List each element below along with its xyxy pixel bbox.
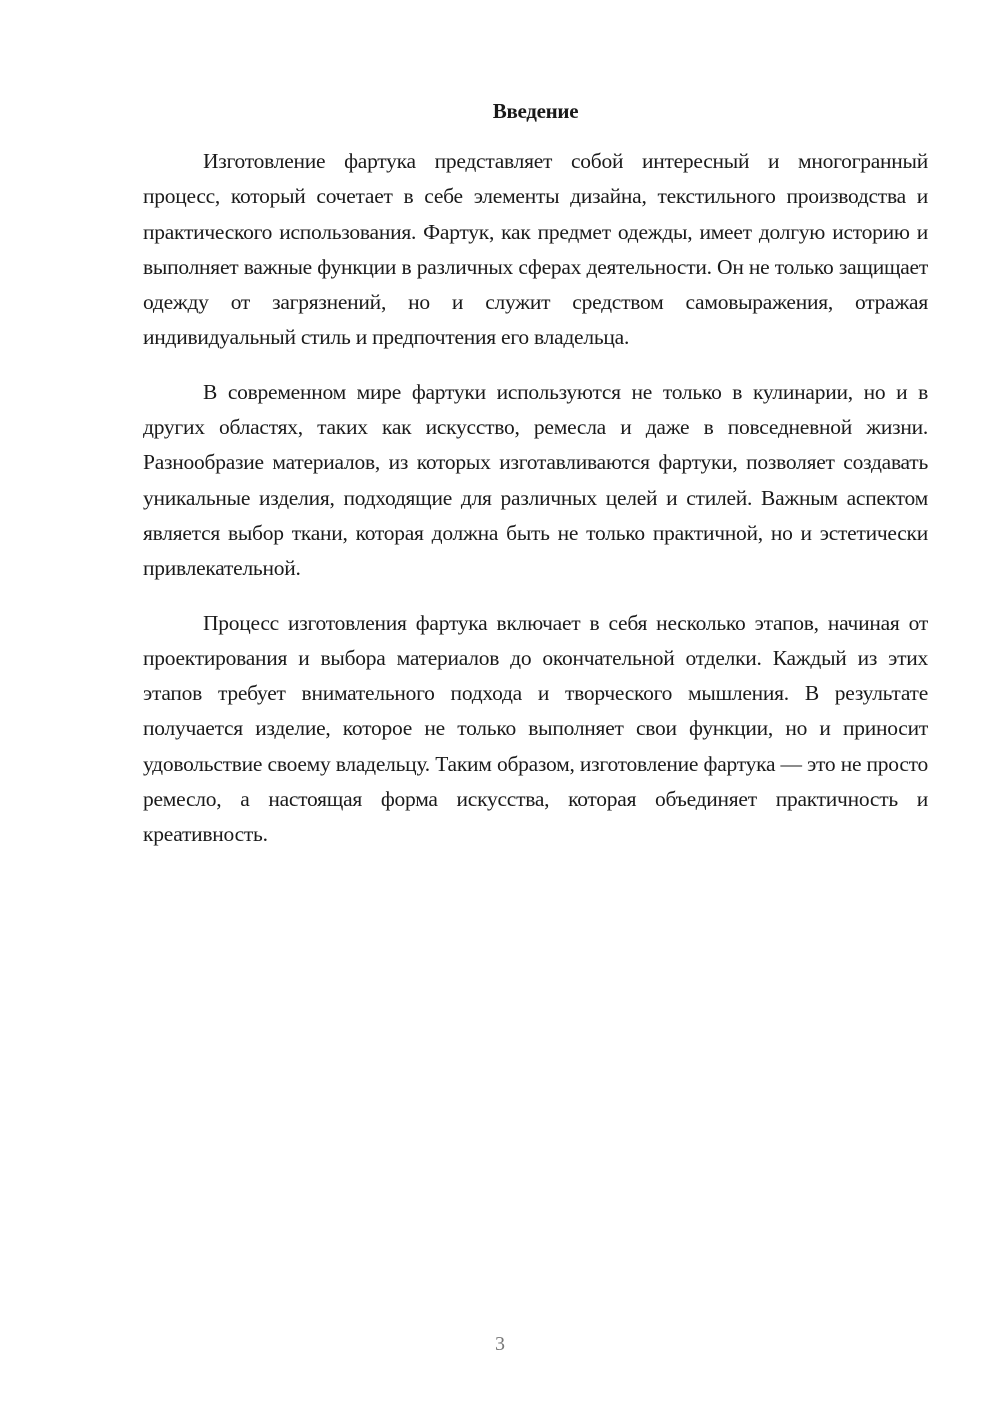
paragraph-1: Изготовление фартука представляет собой интересный и многогранный процесс, который сочетает в себе элементы дизайна, текстильного производства и практического использования. Фартук, как предмет одежды, имеет долгую историю и выполняет важные функции в различных сферах деятельности. Он не только защищает одежду от загрязнений, но и служит средством самовыражения, отражая индивидуальный стиль и предпочтения его владельца. [143,149,928,350]
page-number: 3 [495,1333,505,1355]
document-page [143,96,928,872]
paragraph-2: В современном мире фартуки используются не только в кулинарии, но и в других областях, таких как искусство, ремесла и даже в повседневной жизни. Разнообразие материалов, из которых изготавливаются фартуки, позволяет создавать уникальные изделия, подходящие для различных целей и стилей. Важным аспектом является выбор ткани, которая должна быть не только практичной, но и эстетически привлекательной. [143,379,928,581]
section-title: Введение [492,99,579,123]
paragraph-3: Процесс изготовления фартука включает в себя несколько этапов, начиная от проектирования и выбора материалов до окончательной отделки. Каждый из этих этапов требует внимательного подхода и творческого мышления. В результате получается изделие, которое не только выполняет свои функции, но и приносит удовольствие своему владельцу. Таким образом, изготовление фартука — это не просто ремесло, а настоящая форма искусства, которая объединяет практичность и креативность. [143,610,928,847]
